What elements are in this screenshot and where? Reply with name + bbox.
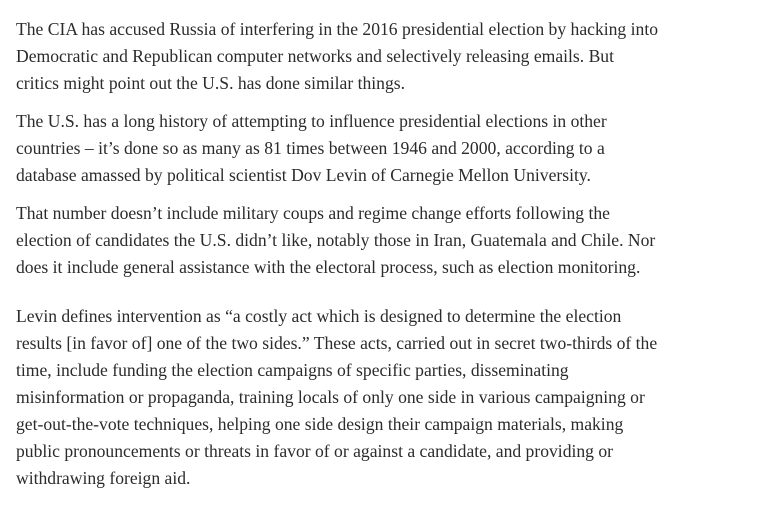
paragraph-4: Levin defines intervention as “a costly act which is designed to determine the election results [in favor of] one of the two sides.” These acts, carried out in secret two-thirds of the time, include funding the election campaigns of specific parties, disseminating misinformation or propaganda, training locals of only one side in various campaigning or get-out-the-vote techniques, helping one side design their campaign materials, making public pronouncements or threats in favor of or against a candidate, and providing or withdrawing foreign aid. — [16, 306, 658, 488]
paragraph-3: That number doesn’t include military coups and regime change efforts following the election of candidates the U.S. didn’t like, notably those in Iran, Guatemala and Chile. Nor does it include general assistance with the electoral process, such as election monitoring. — [16, 203, 656, 277]
paragraph-1: The CIA has accused Russia of interfering in the 2016 presidential election by hacking into Democratic and Republican computer networks and selectively releasing emails. But critics might point out the U.S. has done similar things. — [16, 19, 658, 93]
paragraph-2: The U.S. has a long history of attempting to influence presidential elections in other countries – it’s done so as many as 81 times between 1946 and 2000, according to a database amassed by political scientist Dov Levin of Carnegie Mellon University. — [16, 111, 607, 185]
article-body — [16, 16, 744, 503]
